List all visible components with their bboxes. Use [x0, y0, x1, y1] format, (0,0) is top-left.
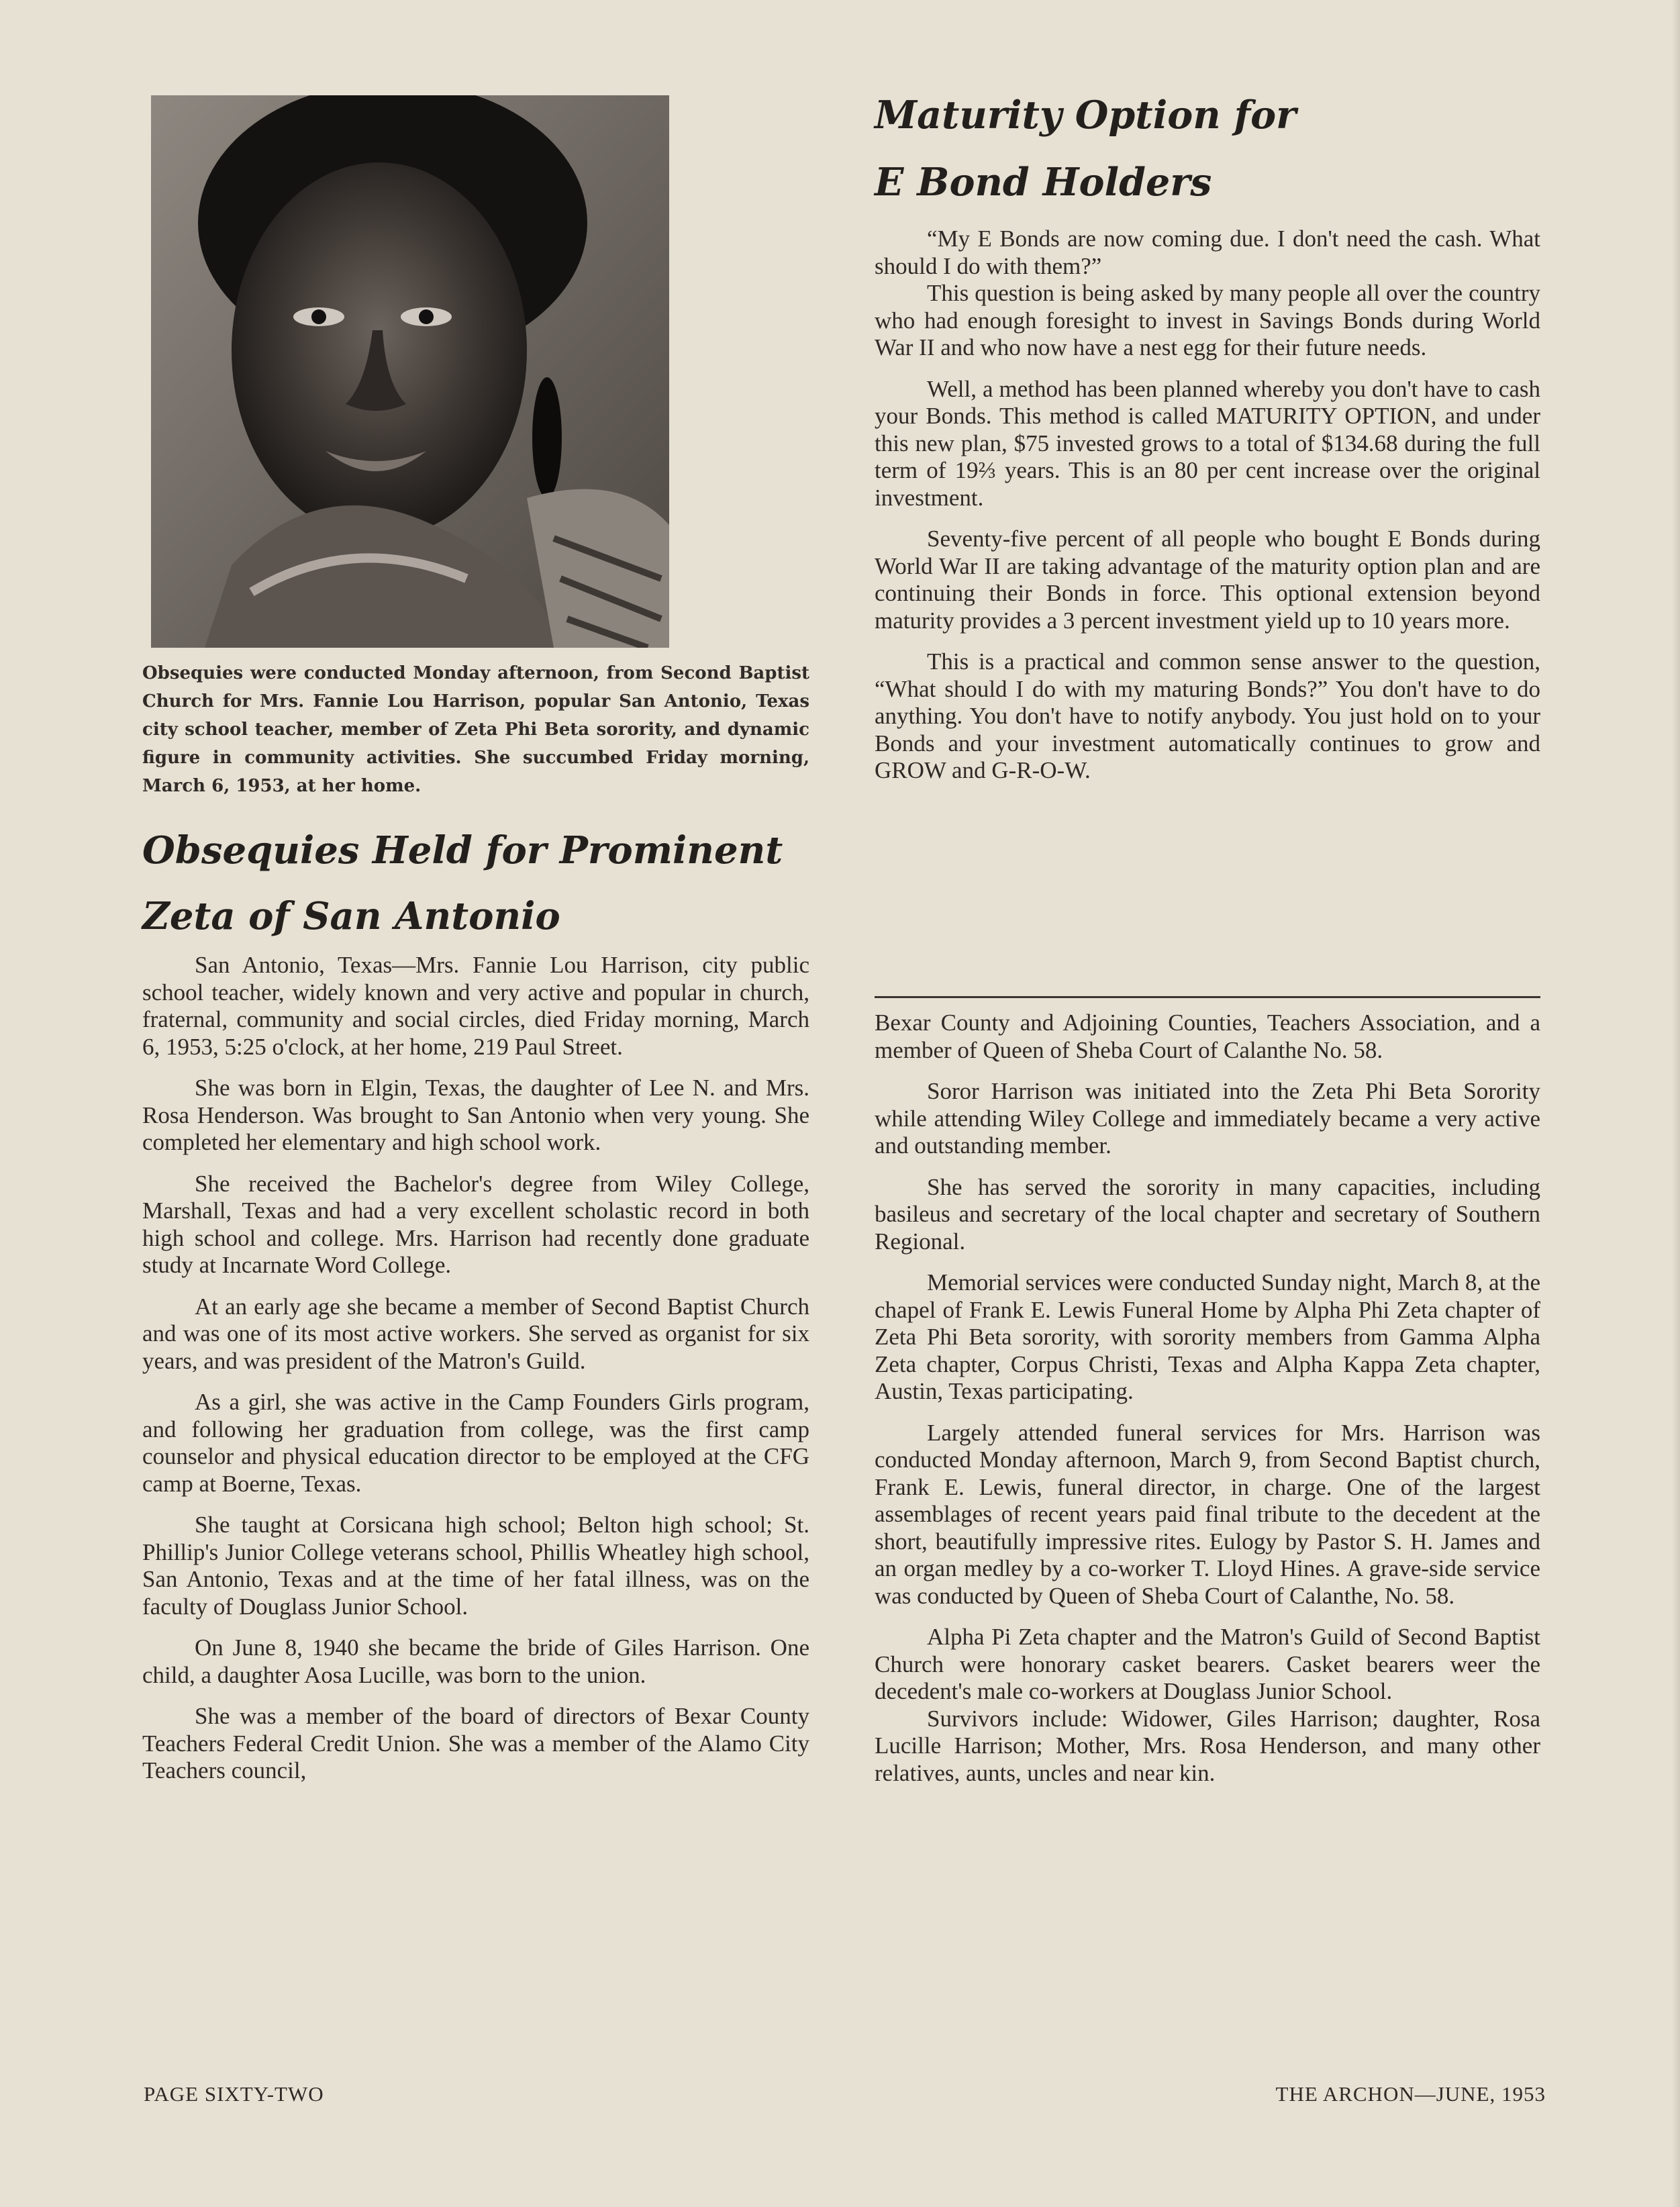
page-number: PAGE SIXTY-TWO [144, 2082, 324, 2106]
paragraph: At an early age she became a member of Second Baptist Church and was one of its most active workers. She served as organist for six years, and was president of the Matron's Guild. [142, 1293, 809, 1374]
left-article-headline [142, 818, 813, 949]
left-headline-line2: Zeta of San Antonio [142, 894, 560, 938]
section-divider [875, 996, 1540, 998]
continued-article-body [875, 1010, 1540, 1801]
paragraph: Soror Harrison was initiated into the Zeta Phi Beta Sorority while attending Wiley College and immediately became a very active and outstanding member. [875, 1078, 1540, 1159]
right-headline-line2: E Bond Holders [875, 160, 1212, 205]
paragraph: Alpha Pi Zeta chapter and the Matron's Guild of Second Baptist Church were honorary casket bearers. Casket bearers weer the decedent's male co-workers at Douglass Junior School. [875, 1624, 1540, 1704]
paragraph: This question is being asked by many people all over the country who had enough foresight to invest in Savings Bonds during World War II and who now have a nest egg for their future needs. [875, 280, 1540, 360]
paragraph: Survivors include: Widower, Giles Harrison; daughter, Rosa Lucille Harrison; Mother, Mrs. Rosa Henderson, and many other relatives, aunts, uncles and near kin. [875, 1705, 1540, 1786]
paragraph: She has served the sorority in many capacities, including basileus and secretary of the local chapter and secretary of Southern Regional. [875, 1173, 1540, 1255]
paragraph: As a girl, she was active in the Camp Founders Girls program, and following her graduation from college, was the first camp counselor and physical education director to be employed at the CFG camp at Boerne, Texas. [142, 1389, 809, 1497]
paragraph: This is a practical and common sense answer to the question, “What should I do with my maturing Bonds?” You don't have to do anything. You don't have to notify anybody. You just hold on to your Bonds and your investment automatically continues to grow and GROW and G-R-O-W. [875, 648, 1540, 783]
publication-info: THE ARCHON—JUNE, 1953 [1275, 2082, 1546, 2106]
paragraph: She was born in Elgin, Texas, the daughter of Lee N. and Mrs. Rosa Henderson. Was brought to San Antonio when very young. She completed her elementary and high school work. [142, 1075, 809, 1155]
paragraph: San Antonio, Texas—Mrs. Fannie Lou Harrison, city public school teacher, widely known and very active and popular in church, fraternal, community and social circles, died Friday morning, March 6, 1953, 5:25 o'clock, at her home, 219 Paul Street. [142, 952, 809, 1060]
left-headline-line1: Obsequies Held for Prominent [142, 828, 783, 873]
paragraph: Largely attended funeral services for Mrs. Harrison was conducted Monday afternoon, March 9, from Second Baptist church, Frank E. Lewis, funeral director, in charge. One of the largest assemblages of recent years paid final tribute to the decedent at the short, beautifully impressive rites. Eulogy by Pastor S. H. James and an organ medley by a co-worker T. Lloyd Hines. A grave-side service was conducted by Queen of Sheba Court of Calanthe, No. 58. [875, 1419, 1540, 1609]
right-article-body [875, 226, 1540, 799]
left-article-body [142, 952, 809, 1799]
paragraph: On June 8, 1940 she became the bride of Giles Harrison. One child, a daughter Aosa Lucille, was born to the union. [142, 1634, 809, 1688]
photo-caption: Obsequies were conducted Monday afternoon, from Second Baptist Church for Mrs. Fannie Lou Harrison, popular San Antonio, Texas city school teacher, member of Zeta Phi Beta sorority, and dynamic figure in community activities. She succumbed Friday morning, March 6, 1953, at her home. [142, 663, 809, 796]
page-edge [1672, 0, 1680, 2207]
right-article-headline [875, 82, 1540, 216]
paragraph: She taught at Corsicana high school; Belton high school; St. Phillip's Junior College veterans school, Phillis Wheatley high school, San Antonio, Texas and at the time of her fatal illness, was on the faculty of Douglass Junior School. [142, 1512, 809, 1620]
paragraph: “My E Bonds are now coming due. I don't need the cash. What should I do with them?” [875, 226, 1540, 279]
paragraph: Seventy-five percent of all people who bought E Bonds during World War II are taking advantage of the maturity option plan and are continuing their Bonds in force. This optional extension beyond maturity provides a 3 percent investment yield up to 10 years more. [875, 526, 1540, 634]
paragraph: Memorial services were conducted Sunday night, March 8, at the chapel of Frank E. Lewis Funeral Home by Alpha Phi Zeta chapter of Zeta Phi Beta sorority, with sorority members from Gamma Alpha Zeta chapter, Corpus Christi, Texas and Alpha Kappa Zeta chapter, Austin, Texas participating. [875, 1269, 1540, 1404]
paragraph: She received the Bachelor's degree from Wiley College, Marshall, Texas and had a very excellent scholastic record in both high school and college. Mrs. Harrison had recently done graduate study at Incarnate Word College. [142, 1170, 809, 1278]
portrait-photo [151, 95, 669, 648]
paragraph: She was a member of the board of directors of Bexar County Teachers Federal Credit Union. She was a member of the Alamo City Teachers council, [142, 1703, 809, 1783]
right-headline-line1: Maturity Option for [875, 93, 1297, 138]
paragraph: Well, a method has been planned whereby you don't have to cash your Bonds. This method is called MATURITY OPTION, and under this new plan, $75 invested grows to a total of $134.68 during the full term of 19⅔ years. This is an 80 per cent increase over the original investment. [875, 375, 1540, 511]
paragraph: Bexar County and Adjoining Counties, Teachers Association, and a member of Queen of Sheba Court of Calanthe No. 58. [875, 1010, 1540, 1063]
